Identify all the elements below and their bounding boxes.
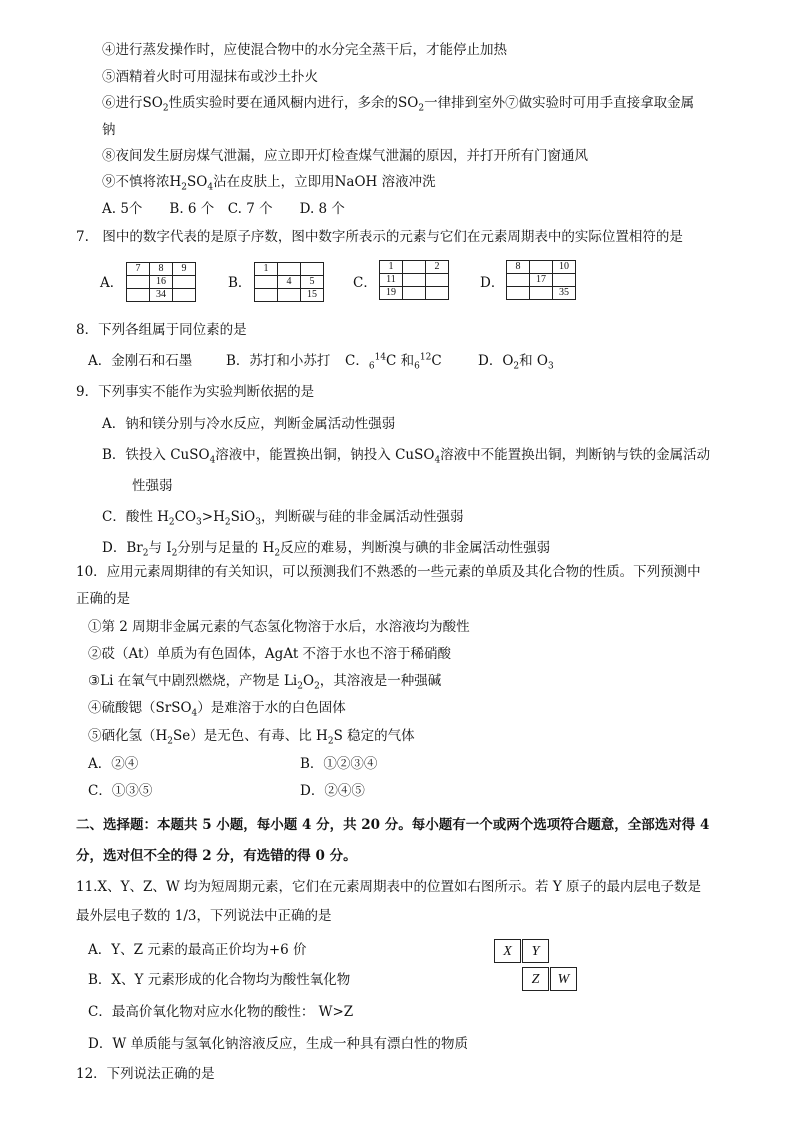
q6-item-6: ⑥进行$SO_2$性质实验时要在通风橱内进行，多余的$SO_2$一律排到室外⑦做实验时可用手直接拿取金属: [102, 95, 695, 114]
grid-cell: 7: [127, 263, 150, 276]
grid-cell: [530, 287, 553, 300]
grid-cell: [127, 289, 150, 302]
q6-item-6-cont: 钠: [102, 122, 116, 138]
q9-option-a: A．钠和镁分别与冷水反应，判断金属活动性强弱: [102, 416, 396, 432]
q10-option-a: A．②④: [88, 756, 139, 772]
grid-cell: 35: [553, 287, 576, 300]
grid-cell: 16: [150, 276, 173, 289]
grid-cell: 17: [530, 274, 553, 287]
grid-cell: 11: [380, 274, 403, 287]
grid-cell: [553, 274, 576, 287]
q8-option-d: D．$O_2$和 $O_3$: [478, 353, 554, 372]
grid-cell: [278, 263, 301, 276]
q7-grid-c: [379, 260, 449, 300]
q7-option-c-label: C．: [353, 275, 377, 291]
q10-stem: 10．应用元素周期律的有关知识，可以预测我们不熟悉的一些元素的单质及其化合物的性质。下列预测中: [76, 564, 701, 580]
grid-cell: [403, 287, 426, 300]
q10-item-2: ②砹（At）单质为有色固体，AgAt 不溶于水也不溶于稀硝酸: [88, 646, 452, 662]
q8-option-b: B．苏打和小苏打: [226, 353, 331, 369]
grid-cell: 9: [173, 263, 196, 276]
q9-stem: 9．下列事实不能作为实验判断依据的是: [76, 384, 315, 400]
grid-cell: [173, 289, 196, 302]
q7-grid-a: [126, 262, 196, 302]
q9-option-d: D．$Br_2$与 $I_2$分别与足量的 $H_2$反应的难易，判断溴与碘的非金属活动性强弱: [102, 540, 551, 559]
grid-cell: 15: [301, 289, 324, 302]
q9-option-b-cont: 性强弱: [132, 478, 173, 494]
grid-cell: 8: [507, 261, 530, 274]
q7-option-d-label: D．: [480, 275, 505, 291]
q10-stem-cont: 正确的是: [76, 591, 130, 607]
grid-cell: 4: [278, 276, 301, 289]
q7-grid-b: [254, 262, 324, 302]
grid-cell: [426, 287, 449, 300]
grid-cell: 8: [150, 263, 173, 276]
grid-cell: 19: [380, 287, 403, 300]
q11-box-z: Z: [522, 967, 549, 991]
grid-cell: [530, 261, 553, 274]
grid-cell: [426, 274, 449, 287]
grid-cell: [255, 289, 278, 302]
q7-grid-d: [506, 260, 576, 300]
q11-option-b: B．X、Y 元素形成的化合物均为酸性氧化物: [88, 972, 351, 988]
q11-stem: 11.X、Y、Z、W 均为短周期元素，它们在元素周期表中的位置如右图所示。若 Y 原子的最内层电子数是: [76, 879, 702, 895]
grid-cell: 1: [380, 261, 403, 274]
q10-item-3: ③Li 在氧气中剧烈燃烧，产物是 $Li_2O_2$，其溶液是一种强碱: [88, 673, 442, 692]
q12-stem: 12．下列说法正确的是: [76, 1066, 215, 1082]
grid-cell: [173, 276, 196, 289]
q11-box-y: Y: [522, 939, 549, 963]
q8-stem: 8．下列各组属于同位素的是: [76, 322, 247, 338]
section-2-heading: 二、选择题：本题共 5 小题，每小题 4 分，共 20 分。每小题有一个或两个选项符合题意，全部选对得 4: [76, 817, 710, 833]
q6-item-4: ④进行蒸发操作时，应使混合物中的水分完全蒸干后，才能停止加热: [102, 42, 507, 58]
grid-cell: [403, 274, 426, 287]
grid-cell: [403, 261, 426, 274]
grid-cell: [301, 263, 324, 276]
q6-item-8: ⑧夜间发生厨房煤气泄漏，应立即开灯检查煤气泄漏的原因，并打开所有门窗通风: [102, 148, 588, 164]
grid-cell: [127, 276, 150, 289]
q10-item-1: ①第 2 周期非金属元素的气态氢化物溶于水后，水溶液均为酸性: [88, 619, 470, 635]
q7-option-b-label: B．: [228, 275, 252, 291]
q11-option-d: D．W 单质能与氢氧化钠溶液反应，生成一种具有漂白性的物质: [88, 1036, 468, 1052]
q11-box-x: X: [494, 939, 521, 963]
grid-cell: 5: [301, 276, 324, 289]
q6-options: A. 5个 B. 6 个 C. 7 个 D. 8 个: [102, 201, 345, 217]
q10-item-4: ④硫酸锶（SrSO$_4$）是难溶于水的白色固体: [88, 700, 346, 719]
q10-option-c: C．①③⑤: [88, 783, 153, 799]
grid-cell: 34: [150, 289, 173, 302]
grid-cell: 2: [426, 261, 449, 274]
q9-option-b: B．铁投入 CuSO$_4$溶液中，能置换出铜，钠投入 CuSO$_4$溶液中不能置换出铜，判断钠与铁的金属活动: [102, 447, 711, 466]
q11-stem-cont: 最外层电子数的 1/3，下列说法中正确的是: [76, 908, 332, 924]
grid-cell: [255, 276, 278, 289]
q10-option-b: B．①②③④: [300, 756, 378, 772]
q7-stem: 7. 图中的数字代表的是原子序数，图中数字所表示的元素与它们在元素周期表中的实际位置相符的是: [76, 229, 683, 245]
q8-option-a: A．金刚石和石墨: [88, 353, 193, 369]
grid-cell: [507, 287, 530, 300]
section-2-heading-cont: 分，选对但不全的得 2 分，有选错的得 0 分。: [76, 848, 357, 864]
grid-cell: [507, 274, 530, 287]
q11-option-c: C．最高价氧化物对应水化物的酸性： W>Z: [88, 1004, 354, 1020]
grid-cell: [278, 289, 301, 302]
q9-option-c: C．酸性 $H_2CO_3>H_2SiO_3$，判断碳与硅的非金属活动性强弱: [102, 509, 464, 528]
grid-cell: 10: [553, 261, 576, 274]
q6-item-9: ⑨不慎将浓$H_2SO_4$沾在皮肤上，立即用NaOH 溶液冲洗: [102, 174, 436, 193]
q8-option-c: C．$_6^{14}$C 和$_6^{12}$C: [345, 352, 442, 372]
q7-option-a-label: A．: [100, 275, 124, 291]
q6-item-5: ⑤酒精着火时可用湿抹布或沙土扑火: [102, 69, 318, 85]
q10-item-5: ⑤硒化氢$(H_2Se)$是无色、有毒、比 $H_2S$ 稳定的气体: [88, 728, 415, 747]
grid-cell: 1: [255, 263, 278, 276]
q11-box-w: W: [550, 967, 577, 991]
q10-option-d: D．②④⑤: [300, 783, 365, 799]
q11-option-a: A．Y、Z 元素的最高正价均为+6 价: [88, 942, 307, 958]
